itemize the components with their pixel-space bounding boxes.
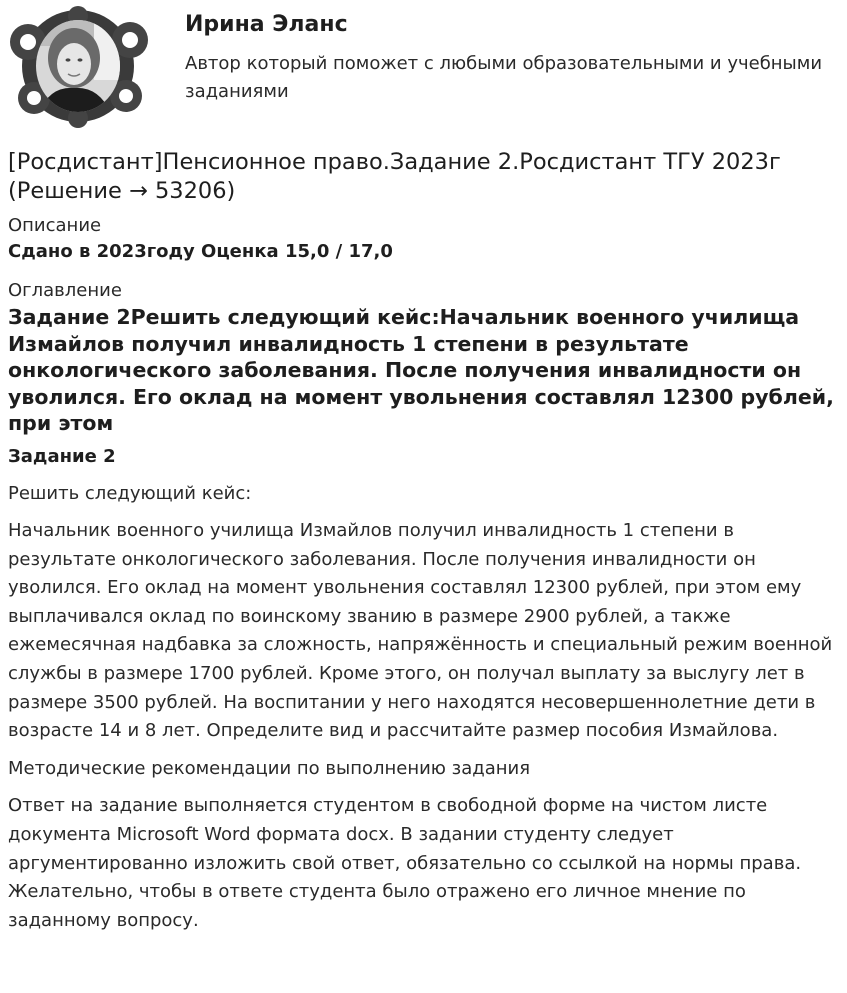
task-heading: Задание 2 (8, 445, 116, 467)
author-header (0, 0, 847, 130)
task-body: Начальник военного училища Измайлов получил инвалидность 1 степени в результате онкологического заболевания. После получения инвалидности он уволился. Его оклад на момент увольнения составлял 12300 рублей, при этом ему выплачивался оклад по воинскому званию в размере 2900 рублей, а также ежемесячная надбавка за сложность, напряжённость и специальный режим военной службы в размере 1700 рублей. Кроме этого, он получал выплату за выслугу лет в размере 3500 рублей. На воспитании у него находятся несовершеннолетние дети в возрасте 14 и 8 лет. Определите вид и рассчитайте размер пособия Измайлова. (8, 520, 833, 742)
method-body: Ответ на задание выполняется студентом в свободной форме на чистом листе документа Microsoft Word формата docx. В задании студенту следует аргументированно изложить свой ответ, обязательно со ссылкой на нормы права. Желательно, чтобы в ответе студента было отражено его личное мнение по заданному вопросу. (8, 795, 802, 931)
author-name: Ирина Эланс (185, 12, 348, 37)
toc-label: Оглавление (8, 280, 122, 301)
toc-text: Задание 2Решить следующий кейс:Начальник военного училища Измайлов получил инвалидность 1 степени в результате онкологического заболевания. После получения инвалидности он уволился. Его оклад на момент увольнения составлял 12300 рублей, при этом (8, 305, 834, 435)
author-avatar (8, 6, 150, 128)
author-description: Автор который поможет с любыми образовательными и учебными заданиями (185, 53, 823, 102)
document-content (8, 148, 838, 944)
method-heading: Методические рекомендации по выполнению задания (8, 757, 531, 779)
document-title: [Росдистант]Пенсионное право.Задание 2.Росдистант ТГУ 2023г (Решение → 53206) (8, 149, 781, 204)
avatar-image (8, 6, 150, 128)
task-intro: Решить следующий кейс: (8, 482, 252, 504)
description-label: Описание (8, 215, 102, 236)
description-text: Сдано в 2023году Оценка 15,0 / 17,0 (8, 241, 393, 262)
